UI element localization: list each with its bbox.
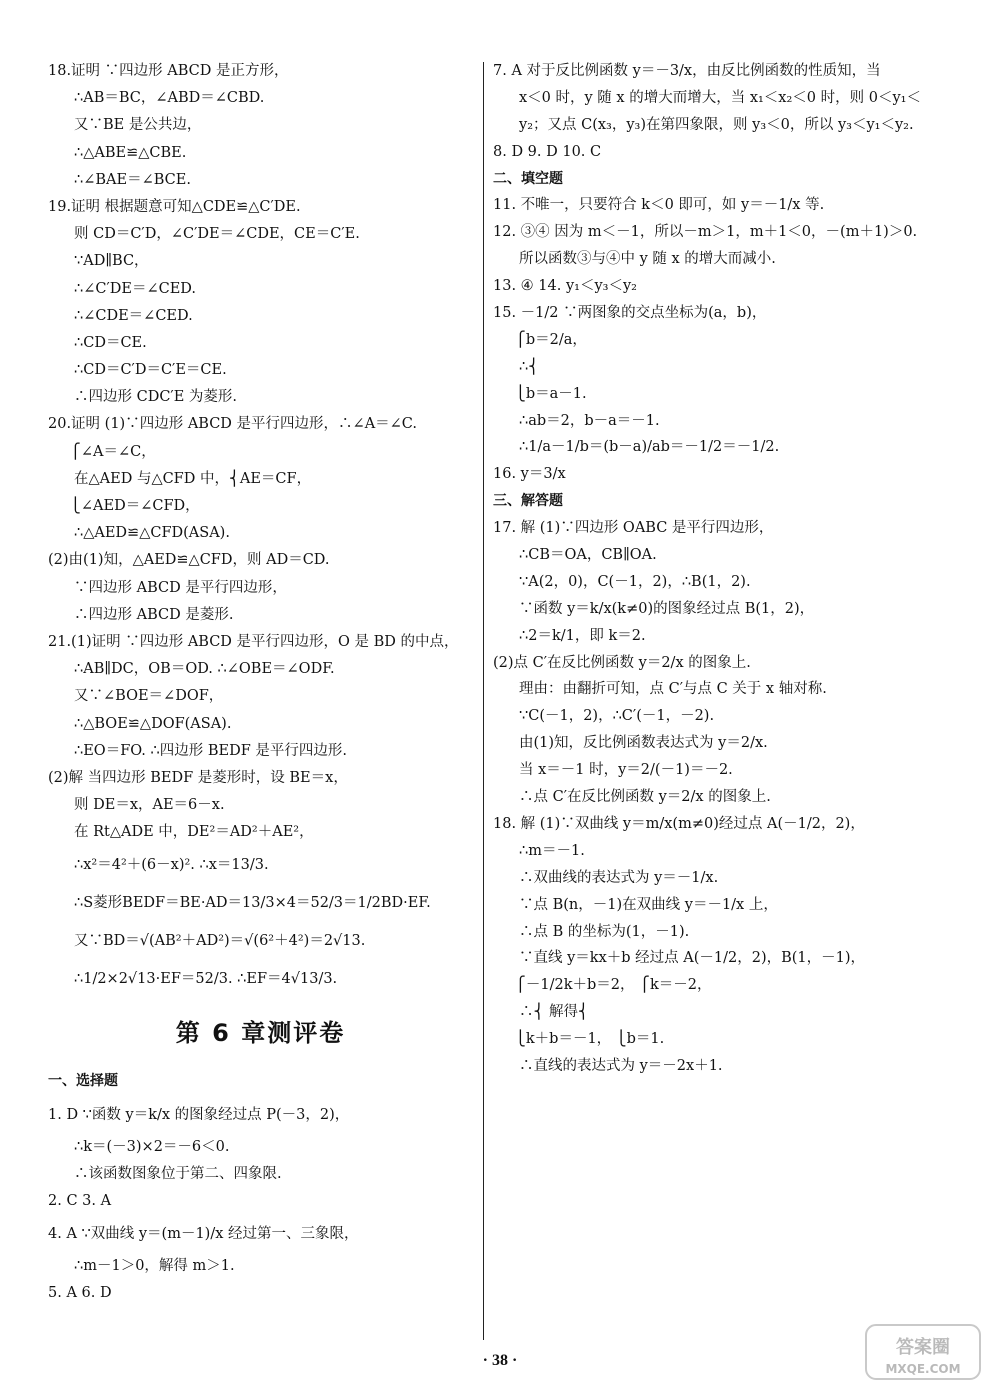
text-line: ∴1/a－1/b＝(b－a)/ab＝－1/2＝－1/2. xyxy=(519,439,780,456)
text-line: ∴m－1＞0，解得 m＞1. xyxy=(74,1258,235,1275)
left-column xyxy=(48,58,473,1308)
text-line: ∴2＝k/1，即 k＝2. xyxy=(519,627,646,644)
text-line: ∴该函数图象位于第二、四象限. xyxy=(74,1165,282,1182)
text-line: 5. A 6. D xyxy=(48,1285,112,1302)
text-line: 4. A ∵双曲线 y＝(m－1)/x 经过第一、三象限， xyxy=(48,1226,359,1243)
text-line: 所以函数③与④中 y 随 x 的增大而减小. xyxy=(519,251,776,268)
text-line: ∴△BOE≌△DOF(ASA). xyxy=(74,715,232,732)
text-line: 19.证明 根据题意可知△CDE≌△C′DE. xyxy=(48,198,301,215)
text-line: ∴∠BAE＝∠BCE. xyxy=(74,171,191,188)
right-solutions xyxy=(493,58,963,1080)
text-line: 又∵∠BOE＝∠DOF， xyxy=(74,688,224,705)
text-line: ∵C(－1，2)，∴C′(－1，－2). xyxy=(519,708,715,725)
text-line: ⎧－1/2k＋b＝2， ⎧k＝－2， xyxy=(515,977,712,994)
text-line: (2)解 当四边形 BEDF 是菱形时，设 BE＝x， xyxy=(48,769,348,786)
text-line: ∴△ABE≌△CBE. xyxy=(74,144,187,161)
text-line: ∴CD＝C′D＝C′E＝CE. xyxy=(74,362,227,379)
text-line: ⎧b＝2/a， xyxy=(515,331,587,348)
text-line: ⎧∠A＝∠C， xyxy=(70,443,156,460)
text-line: 一、选择题 xyxy=(48,1073,118,1090)
text-line: 则 CD＝C′D，∠C′DE＝∠CDE，CE＝C′E. xyxy=(74,226,360,243)
text-line: 在△AED 与△CFD 中，⎨AE＝CF， xyxy=(74,470,312,487)
text-line: 17. 解 (1)∵四边形 OABC 是平行四边形， xyxy=(493,520,774,537)
text-line: ∵直线 y＝kx＋b 经过点 A(－1/2，2)，B(1，－1)， xyxy=(519,950,866,967)
text-line: 16. y＝3/x xyxy=(493,466,566,483)
text-line: ∴x²＝4²＋(6－x)². ∴x＝13/3. xyxy=(74,857,269,874)
text-line: 18. 解 (1)∵双曲线 y＝m/x(m≠0)经过点 A(－1/2，2)， xyxy=(493,815,865,832)
text-line: 18.证明 ∵四边形 ABCD 是正方形， xyxy=(48,63,289,79)
text-line: ∵函数 y＝k/x(k≠0)的图象经过点 B(1，2)， xyxy=(519,600,815,617)
text-line: ⎩∠AED＝∠CFD， xyxy=(70,498,200,514)
text-line: 当 x＝－1 时，y＝2/(－1)＝－2. xyxy=(519,762,733,779)
text-line: 二、填空题 xyxy=(493,170,563,187)
page-number: · 38 · xyxy=(482,1352,518,1369)
text-line: ⎩k＋b＝－1， ⎩b＝1. xyxy=(515,1031,665,1048)
text-line: ∴m＝－1. xyxy=(519,842,585,859)
text-line: 8. D 9. D 10. C xyxy=(493,143,602,160)
text-line: ⎩b＝a－1. xyxy=(515,385,587,402)
text-line: 理由：由翻折可知，点 C′与点 C 关于 x 轴对称. xyxy=(519,681,827,698)
text-line: ∴∠C′DE＝∠CED. xyxy=(74,280,197,297)
text-line: 12. ③④ 因为 m＜－1，所以－m＞1，m＋1＜0，－(m＋1)＞0. xyxy=(493,224,918,241)
text-line: ∴AB∥DC，OB＝OD. ∴∠OBE＝∠ODF. xyxy=(74,661,335,678)
text-line: ∴ab＝2，b－a＝－1. xyxy=(519,412,660,429)
text-line: ∴k＝(－3)×2＝－6＜0. xyxy=(74,1138,230,1155)
text-line: x＜0 时，y 随 x 的增大而增大，当 x₁＜x₂＜0 时，则 0＜y₁＜ xyxy=(519,89,921,106)
text-line: 由(1)知，反比例函数表达式为 y＝2/x. xyxy=(519,735,768,752)
text-line: y₂；又点 C(x₃，y₃)在第四象限，则 y₃＜0，所以 y₃＜y₁＜y₂. xyxy=(519,116,914,133)
text-line: ∴AB＝BC，∠ABD＝∠CBD. xyxy=(74,90,265,107)
text-line: ∴CB＝OA，CB∥OA. xyxy=(519,547,657,564)
column-divider xyxy=(483,62,484,1340)
watermark-logo xyxy=(864,1323,982,1381)
text-line: ∴双曲线的表达式为 y＝－1/x. xyxy=(519,869,719,886)
text-line: 13. ④ 14. y₁＜y₃＜y₂ xyxy=(493,278,637,295)
svg-text:MXQE.COM: MXQE.COM xyxy=(885,1362,961,1376)
text-line: ∴点 B 的坐标为(1，－1). xyxy=(519,923,690,940)
text-line: (2)由(1)知，△AED≌△CFD，则 AD＝CD. xyxy=(48,552,330,569)
text-line: ∴⎨ 解得⎨ xyxy=(519,1004,589,1021)
text-line: 则 DE＝x，AE＝6－x. xyxy=(74,797,225,814)
text-line: ∴CD＝CE. xyxy=(74,334,147,351)
text-line: ∴四边形 CDC′E 为菱形. xyxy=(74,389,238,406)
text-line: ∵点 B(n，－1)在双曲线 y＝－1/x 上， xyxy=(519,896,778,913)
text-line: 15. －1/2 ∵两图象的交点坐标为(a，b)， xyxy=(493,305,767,322)
text-line: 又∵BD＝√(AB²＋AD²)＝√(6²＋4²)＝2√13. xyxy=(74,933,366,950)
left-chapter-answers xyxy=(48,1068,473,1307)
svg-text:答案圈: 答案圈 xyxy=(896,1337,950,1358)
text-line: 三、解答题 xyxy=(493,493,563,510)
left-solutions xyxy=(48,58,473,998)
text-line: (2)点 C′在反比例函数 y＝2/x 的图象上. xyxy=(493,654,751,671)
text-line: ∵四边形 ABCD 是平行四边形， xyxy=(74,579,287,596)
text-line: 在 Rt△ADE 中，DE²＝AD²＋AE²， xyxy=(74,824,314,841)
text-line: 2. C 3. A xyxy=(48,1193,112,1209)
text-line: ∴1/2×2√13·EF＝52/3. ∴EF＝4√13/3. xyxy=(74,971,338,988)
text-line: ∴直线的表达式为 y＝－2x＋1. xyxy=(519,1057,723,1074)
text-line: 1. D ∵函数 y＝k/x 的图象经过点 P(－3，2)， xyxy=(48,1106,350,1123)
text-line: 21.(1)证明 ∵四边形 ABCD 是平行四边形，O 是 BD 的中点， xyxy=(48,633,459,650)
right-column xyxy=(493,58,963,1080)
text-line: 11. 不唯一，只要符合 k＜0 即可，如 y＝－1/x 等. xyxy=(493,197,825,214)
text-line: 7. A 对于反比例函数 y＝－3/x，由反比例函数的性质知，当 xyxy=(493,63,881,79)
text-line: ∴四边形 ABCD 是菱形. xyxy=(74,606,234,623)
text-line: ∴S菱形BEDF＝BE·AD＝13/3×4＝52/3＝1/2BD·EF. xyxy=(74,895,431,912)
chapter-title: 第 6 章测评卷 xyxy=(175,1019,346,1048)
text-line: ∵A(2，0)，C(－1，2)，∴B(1，2). xyxy=(519,573,751,590)
text-line: ∴∠CDE＝∠CED. xyxy=(74,307,193,324)
text-line: 20.证明 (1)∵四边形 ABCD 是平行四边形，∴∠A＝∠C. xyxy=(48,416,417,433)
text-line: ∴EO＝FO. ∴四边形 BEDF 是平行四边形. xyxy=(74,742,347,759)
text-line: ∵AD∥BC， xyxy=(74,253,149,270)
text-line: ∴⎨ xyxy=(519,358,540,375)
text-line: 又∵BE 是公共边， xyxy=(74,117,202,134)
text-line: ∴△AED≌△CFD(ASA). xyxy=(74,525,230,542)
text-line: ∴点 C′在反比例函数 y＝2/x 的图象上. xyxy=(519,789,771,806)
